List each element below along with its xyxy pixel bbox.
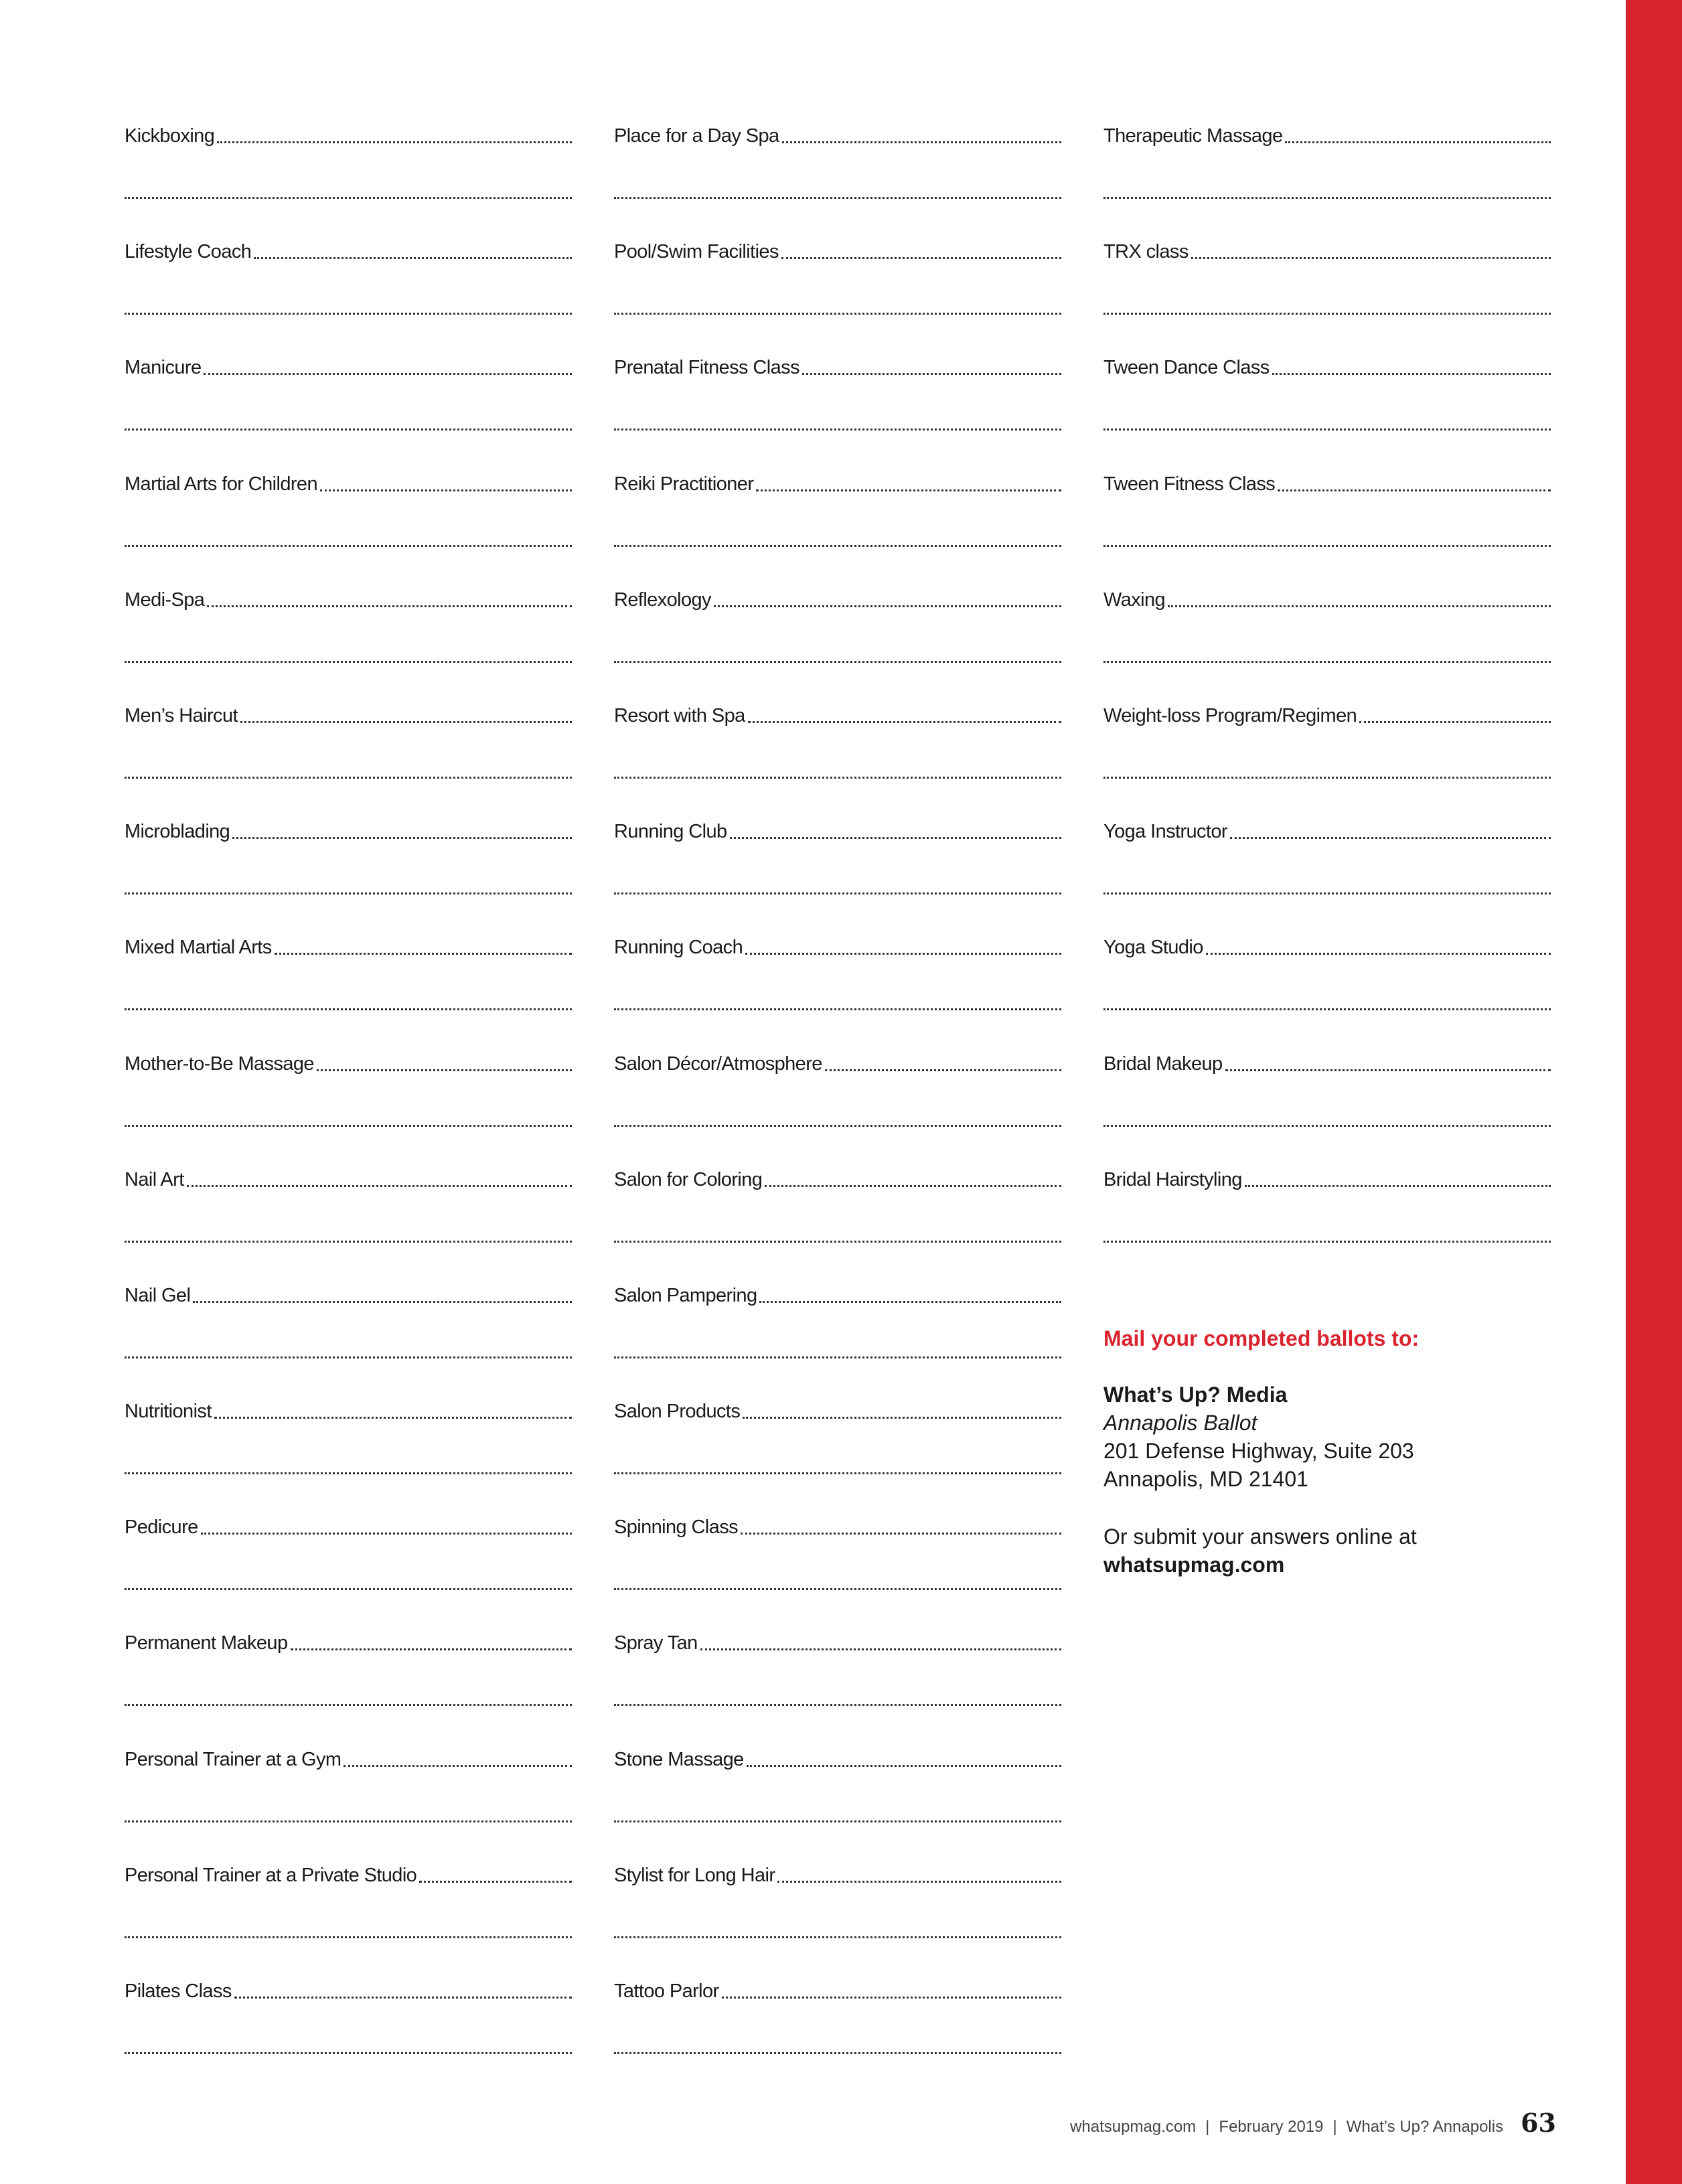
- ballot-category-label: Weight-loss Program/Regimen: [1103, 704, 1357, 726]
- answer-dotted-line[interactable]: [1272, 373, 1551, 375]
- answer-dotted-line[interactable]: [291, 1648, 572, 1650]
- answer-blank-line[interactable]: [1103, 1241, 1551, 1243]
- answer-blank-line[interactable]: [614, 1125, 1061, 1127]
- answer-blank-line[interactable]: [125, 1125, 572, 1127]
- ballot-category-label: Resort with Spa: [614, 704, 745, 726]
- answer-blank-line[interactable]: [614, 1820, 1061, 1822]
- answer-dotted-line[interactable]: [1278, 489, 1551, 491]
- ballot-entry-label-line: [614, 1974, 1061, 2003]
- answer-blank-line[interactable]: [125, 1936, 572, 1938]
- ballot-entry: [1103, 467, 1551, 583]
- answer-blank-line[interactable]: [1103, 1125, 1551, 1127]
- ballot-entry-label-line: [614, 119, 1061, 147]
- mail-instructions: [1103, 1324, 1586, 1579]
- ballot-column-3: [1103, 119, 1551, 1279]
- ballot-entry-label-line: [125, 235, 572, 263]
- answer-dotted-line[interactable]: [747, 1765, 1061, 1767]
- ballot-entry-label-line: [125, 1047, 572, 1075]
- ballot-entry: [1103, 1163, 1551, 1279]
- answer-dotted-line[interactable]: [201, 1533, 572, 1535]
- ballot-category-label: Waxing: [1103, 589, 1166, 611]
- answer-blank-line[interactable]: [125, 1820, 572, 1822]
- answer-dotted-line[interactable]: [1230, 837, 1551, 839]
- answer-dotted-line[interactable]: [214, 1417, 572, 1419]
- ballot-entry: [125, 583, 572, 699]
- ballot-entry: [614, 1395, 1061, 1510]
- answer-blank-line[interactable]: [125, 197, 572, 199]
- ballot-category-label: Stylist for Long Hair: [614, 1864, 775, 1886]
- ballot-entry-label-line: [125, 1859, 572, 1887]
- ballot-category-label: Nail Art: [125, 1168, 184, 1190]
- ballot-entry-label-line: [614, 583, 1061, 611]
- ballot-category-label: Mixed Martial Arts: [125, 937, 272, 959]
- answer-blank-line[interactable]: [614, 197, 1061, 199]
- ballot-entry-label-line: [614, 1163, 1061, 1191]
- ballot-entry: [125, 119, 572, 235]
- ballot-entry-label-line: [125, 699, 572, 727]
- ballot-entry-label-line: [1103, 931, 1551, 959]
- answer-blank-line[interactable]: [125, 1704, 572, 1706]
- ballot-category-label: Pool/Swim Facilities: [614, 241, 779, 263]
- ballot-entry-label-line: [125, 1626, 572, 1654]
- page-footer: [1070, 2108, 1556, 2138]
- ballot-entry-label-line: [614, 1047, 1061, 1075]
- answer-dotted-line[interactable]: [193, 1301, 572, 1303]
- answer-dotted-line[interactable]: [782, 141, 1061, 143]
- ballot-category-label: Prenatal Fitness Class: [614, 357, 799, 379]
- answer-dotted-line[interactable]: [1285, 141, 1551, 143]
- ballot-entry: [125, 1974, 572, 2090]
- ballot-entry: [125, 1163, 572, 1279]
- ballot-entry: [1103, 931, 1551, 1046]
- mail-address-line-1: 201 Defense Highway, Suite 203: [1103, 1439, 1414, 1463]
- ballot-entry-label-line: [125, 1395, 572, 1423]
- ballot-entry-label-line: [614, 467, 1061, 495]
- answer-dotted-line[interactable]: [187, 1185, 572, 1187]
- ballot-category-label: Yoga Studio: [1103, 937, 1203, 959]
- ballot-entry-label-line: [125, 1974, 572, 2003]
- answer-dotted-line[interactable]: [756, 489, 1061, 491]
- answer-dotted-line[interactable]: [1168, 605, 1551, 607]
- ballot-entry-label-line: [614, 1743, 1061, 1771]
- answer-blank-line[interactable]: [125, 313, 572, 315]
- ballot-entry-label-line: [125, 931, 572, 959]
- answer-blank-line[interactable]: [614, 1008, 1061, 1010]
- answer-dotted-line[interactable]: [207, 605, 572, 607]
- ballot-entry: [125, 351, 572, 467]
- ballot-category-label: Nail Gel: [125, 1284, 191, 1306]
- ballot-entry-label-line: [1103, 815, 1551, 843]
- answer-dotted-line[interactable]: [700, 1648, 1061, 1650]
- ballot-entry-label-line: [1103, 351, 1551, 379]
- mail-ballot-name: Annapolis Ballot: [1103, 1411, 1257, 1435]
- ballot-entry: [125, 1626, 572, 1742]
- ballot-entry: [614, 583, 1061, 699]
- ballot-column-1: [125, 119, 572, 2090]
- ballot-entry-label-line: [125, 815, 572, 843]
- ballot-entry: [614, 1859, 1061, 1974]
- answer-blank-line[interactable]: [1103, 777, 1551, 779]
- answer-blank-line[interactable]: [614, 313, 1061, 315]
- answer-dotted-line[interactable]: [232, 837, 572, 839]
- answer-dotted-line[interactable]: [217, 141, 572, 143]
- ballot-entry: [125, 931, 572, 1046]
- footer-site: whatsupmag.com: [1070, 2118, 1197, 2136]
- ballot-entry-label-line: [1103, 235, 1551, 263]
- ballot-entry-label-line: [614, 1395, 1061, 1423]
- answer-dotted-line[interactable]: [1191, 257, 1551, 259]
- answer-blank-line[interactable]: [614, 428, 1061, 431]
- answer-blank-line[interactable]: [125, 1472, 572, 1474]
- answer-blank-line[interactable]: [1103, 661, 1551, 663]
- mail-heading: Mail your completed ballots to:: [1103, 1326, 1420, 1350]
- ballot-entry: [125, 1395, 572, 1510]
- ballot-category-label: Reflexology: [614, 589, 711, 611]
- ballot-entry: [125, 1047, 572, 1163]
- ballot-entry: [614, 119, 1061, 235]
- ballot-entry-label-line: [614, 1510, 1061, 1539]
- mail-address-line-2: Annapolis, MD 21401: [1103, 1467, 1308, 1491]
- answer-blank-line[interactable]: [614, 661, 1061, 663]
- ballot-entry-label-line: [614, 815, 1061, 843]
- ballot-category-label: Kickboxing: [125, 125, 215, 147]
- ballot-entry: [614, 1743, 1061, 1859]
- ballot-category-label: Place for a Day Spa: [614, 125, 779, 147]
- answer-dotted-line[interactable]: [204, 373, 572, 375]
- ballot-category-label: TRX class: [1103, 241, 1189, 263]
- answer-blank-line[interactable]: [614, 1356, 1061, 1358]
- red-side-bar: [1626, 0, 1682, 2184]
- ballot-category-label: Martial Arts for Children: [125, 473, 317, 495]
- answer-dotted-line[interactable]: [419, 1881, 572, 1883]
- answer-blank-line[interactable]: [1103, 313, 1551, 315]
- answer-blank-line[interactable]: [1103, 428, 1551, 431]
- online-submit-url[interactable]: whatsupmag.com: [1103, 1553, 1285, 1577]
- ballot-category-label: Mother-to-Be Massage: [125, 1052, 314, 1075]
- answer-blank-line[interactable]: [614, 1588, 1061, 1590]
- ballot-category-label: Pedicure: [125, 1516, 198, 1539]
- ballot-category-label: Running Club: [614, 821, 727, 843]
- ballot-category-label: Tattoo Parlor: [614, 1980, 719, 2002]
- ballot-entry-label-line: [1103, 583, 1551, 611]
- ballot-category-label: Nutritionist: [125, 1401, 212, 1423]
- answer-blank-line[interactable]: [125, 777, 572, 779]
- answer-dotted-line[interactable]: [745, 953, 1061, 955]
- ballot-entry-label-line: [125, 1510, 572, 1539]
- ballot-category-label: Bridal Makeup: [1103, 1052, 1223, 1075]
- answer-dotted-line[interactable]: [802, 373, 1061, 375]
- ballot-entry: [125, 235, 572, 351]
- ballot-entry-label-line: [1103, 1163, 1551, 1191]
- ballot-category-label: Salon Products: [614, 1401, 741, 1423]
- ballot-category-label: Running Coach: [614, 937, 743, 959]
- online-submit-text: Or submit your answers online at: [1103, 1525, 1417, 1549]
- answer-blank-line[interactable]: [614, 1472, 1061, 1474]
- answer-blank-line[interactable]: [614, 1704, 1061, 1706]
- ballot-entry: [125, 1743, 572, 1859]
- answer-dotted-line[interactable]: [777, 1881, 1061, 1883]
- answer-dotted-line[interactable]: [275, 953, 572, 955]
- ballot-entry: [125, 1859, 572, 1974]
- ballot-entry: [1103, 815, 1551, 931]
- answer-blank-line[interactable]: [614, 777, 1061, 779]
- answer-dotted-line[interactable]: [743, 1417, 1061, 1419]
- ballot-category-label: Stone Massage: [614, 1748, 744, 1770]
- ballot-entry-label-line: [125, 1743, 572, 1771]
- answer-dotted-line[interactable]: [254, 257, 572, 259]
- answer-blank-line[interactable]: [125, 545, 572, 547]
- answer-dotted-line[interactable]: [759, 1301, 1061, 1303]
- ballot-entry: [614, 235, 1061, 351]
- answer-blank-line[interactable]: [125, 661, 572, 663]
- ballot-entry-label-line: [1103, 699, 1551, 727]
- ballot-entry: [1103, 351, 1551, 467]
- ballot-category-label: Salon Pampering: [614, 1284, 757, 1306]
- ballot-entry: [125, 1279, 572, 1395]
- footer-separator: |: [1205, 2118, 1210, 2136]
- ballot-category-label: Spinning Class: [614, 1516, 739, 1539]
- answer-dotted-line[interactable]: [343, 1765, 572, 1767]
- answer-dotted-line[interactable]: [730, 837, 1061, 839]
- answer-blank-line[interactable]: [1103, 892, 1551, 894]
- ballot-category-label: Personal Trainer at a Gym: [125, 1748, 341, 1770]
- ballot-entry-label-line: [125, 351, 572, 379]
- ballot-entry-label-line: [1103, 1047, 1551, 1075]
- ballot-category-label: Tween Dance Class: [1103, 357, 1270, 379]
- ballot-entry: [1103, 235, 1551, 351]
- answer-dotted-line[interactable]: [714, 605, 1061, 607]
- ballot-entry-label-line: [125, 467, 572, 495]
- ballot-entry-label-line: [614, 235, 1061, 263]
- ballot-entry-label-line: [125, 119, 572, 147]
- ballot-entry: [1103, 699, 1551, 815]
- ballot-category-label: Reiki Practitioner: [614, 473, 754, 495]
- answer-dotted-line[interactable]: [317, 1069, 572, 1071]
- ballot-entry-label-line: [614, 1279, 1061, 1307]
- ballot-entry: [1103, 1047, 1551, 1163]
- answer-blank-line[interactable]: [125, 892, 572, 894]
- ballot-category-label: Spray Tan: [614, 1632, 698, 1654]
- ballot-entry: [614, 1626, 1061, 1742]
- ballot-entry: [614, 351, 1061, 467]
- answer-blank-line[interactable]: [614, 892, 1061, 894]
- ballot-entry: [614, 1279, 1061, 1395]
- ballot-entry: [125, 1510, 572, 1626]
- ballot-category-label: Medi-Spa: [125, 589, 205, 611]
- ballot-entry-label-line: [1103, 119, 1551, 147]
- answer-dotted-line[interactable]: [1245, 1185, 1551, 1187]
- answer-dotted-line[interactable]: [722, 1997, 1061, 1999]
- ballot-entry: [1103, 583, 1551, 699]
- answer-dotted-line[interactable]: [781, 257, 1061, 259]
- ballot-entry: [614, 699, 1061, 815]
- ballot-entry: [614, 1163, 1061, 1279]
- answer-blank-line[interactable]: [125, 1008, 572, 1010]
- answer-blank-line[interactable]: [125, 1588, 572, 1590]
- answer-dotted-line[interactable]: [1206, 953, 1551, 955]
- ballot-entry: [614, 1974, 1061, 2090]
- ballot-entry-label-line: [1103, 467, 1551, 495]
- answer-blank-line[interactable]: [125, 1356, 572, 1358]
- ballot-entry: [614, 1510, 1061, 1626]
- ballot-category-label: Lifestyle Coach: [125, 241, 252, 263]
- ballot-entry: [125, 467, 572, 583]
- ballot-entry-label-line: [614, 351, 1061, 379]
- answer-dotted-line[interactable]: [1225, 1069, 1551, 1071]
- answer-blank-line[interactable]: [614, 2052, 1061, 2054]
- answer-blank-line[interactable]: [125, 428, 572, 431]
- ballot-entry: [1103, 119, 1551, 235]
- page-number: 63: [1521, 2108, 1556, 2138]
- ballot-category-label: Microblading: [125, 821, 230, 843]
- ballot-category-label: Yoga Instructor: [1103, 821, 1227, 843]
- answer-blank-line[interactable]: [1103, 1008, 1551, 1010]
- ballot-entry-label-line: [125, 1279, 572, 1307]
- ballot-entry-label-line: [614, 1626, 1061, 1654]
- ballot-entry: [614, 1047, 1061, 1163]
- ballot-category-label: Bridal Hairstyling: [1103, 1168, 1242, 1190]
- ballot-entry-label-line: [125, 1163, 572, 1191]
- ballot-column-2: [614, 119, 1061, 2090]
- ballot-entry: [125, 815, 572, 931]
- ballot-entry: [614, 815, 1061, 931]
- ballot-entry: [614, 931, 1061, 1046]
- ballot-category-label: Personal Trainer at a Private Studio: [125, 1864, 417, 1886]
- footer-publication: What’s Up? Annapolis: [1346, 2118, 1504, 2136]
- answer-blank-line[interactable]: [614, 545, 1061, 547]
- answer-dotted-line[interactable]: [1359, 721, 1551, 723]
- answer-dotted-line[interactable]: [240, 721, 572, 723]
- answer-dotted-line[interactable]: [741, 1533, 1061, 1535]
- ballot-category-label: Salon for Coloring: [614, 1168, 763, 1190]
- ballot-category-label: Therapeutic Massage: [1103, 125, 1283, 147]
- ballot-entry: [614, 467, 1061, 583]
- ballot-entry: [125, 699, 572, 815]
- answer-dotted-line[interactable]: [320, 489, 572, 491]
- ballot-category-label: Pilates Class: [125, 1980, 232, 2002]
- ballot-category-label: Permanent Makeup: [125, 1632, 288, 1654]
- answer-blank-line[interactable]: [614, 1936, 1061, 1938]
- ballot-entry-label-line: [125, 583, 572, 611]
- answer-blank-line[interactable]: [1103, 197, 1551, 199]
- ballot-category-label: Tween Fitness Class: [1103, 473, 1276, 495]
- ballot-category-label: Men’s Haircut: [125, 704, 238, 726]
- answer-dotted-line[interactable]: [748, 721, 1061, 723]
- ballot-entry-label-line: [614, 1859, 1061, 1887]
- footer-separator: |: [1332, 2118, 1337, 2136]
- ballot-entry-label-line: [614, 931, 1061, 959]
- ballot-category-label: Manicure: [125, 357, 202, 379]
- footer-date: February 2019: [1219, 2118, 1324, 2136]
- answer-dotted-line[interactable]: [234, 1997, 572, 1999]
- answer-dotted-line[interactable]: [825, 1069, 1061, 1071]
- mail-organization: What’s Up? Media: [1103, 1383, 1288, 1407]
- ballot-entry-label-line: [614, 699, 1061, 727]
- answer-blank-line[interactable]: [125, 2052, 572, 2054]
- ballot-category-label: Salon Décor/Atmosphere: [614, 1052, 822, 1075]
- answer-blank-line[interactable]: [614, 1241, 1061, 1243]
- answer-blank-line[interactable]: [125, 1241, 572, 1243]
- answer-dotted-line[interactable]: [765, 1185, 1061, 1187]
- answer-blank-line[interactable]: [1103, 545, 1551, 547]
